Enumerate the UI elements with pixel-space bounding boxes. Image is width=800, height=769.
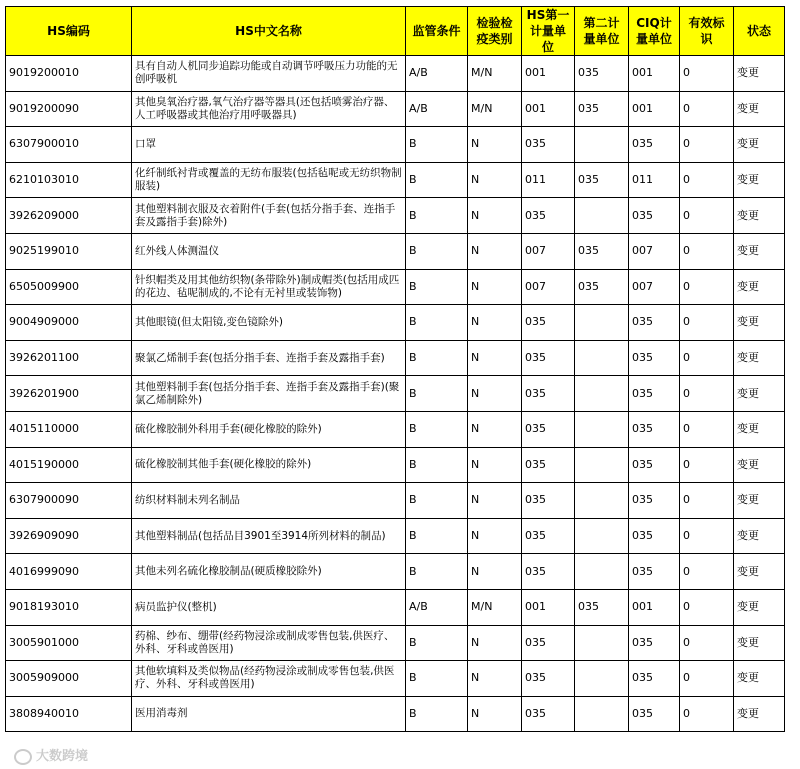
cell-ciq-unit: 001	[629, 56, 680, 92]
cell-second-unit	[575, 411, 629, 447]
cell-supervision-condition: B	[406, 269, 468, 305]
cell-status: 变更	[734, 198, 785, 234]
cell-hs-name: 其他塑料制衣服及衣着附件(手套(包括分指手套、连指手套及露指手套)除外)	[132, 198, 406, 234]
cell-ciq-unit: 001	[629, 91, 680, 127]
cell-first-unit: 035	[522, 661, 575, 697]
cell-hs-name: 硫化橡胶制其他手套(硬化橡胶的除外)	[132, 447, 406, 483]
cell-status: 变更	[734, 91, 785, 127]
cell-second-unit	[575, 198, 629, 234]
cell-valid-flag: 0	[680, 554, 734, 590]
cell-hs-name: 其他塑料制手套(包括分指手套、连指手套及露指手套)(聚氯乙烯制除外)	[132, 376, 406, 412]
cell-inspection-category: N	[468, 518, 522, 554]
cell-supervision-condition: B	[406, 376, 468, 412]
cell-valid-flag: 0	[680, 518, 734, 554]
cell-first-unit: 035	[522, 198, 575, 234]
cell-hs-code: 3005909000	[6, 661, 132, 697]
table-row	[6, 376, 785, 412]
table-body	[6, 56, 785, 732]
cell-second-unit	[575, 483, 629, 519]
cell-supervision-condition: A/B	[406, 589, 468, 625]
cell-inspection-category: N	[468, 447, 522, 483]
cell-first-unit: 035	[522, 127, 575, 163]
cell-hs-code: 4015190000	[6, 447, 132, 483]
cell-inspection-category: N	[468, 305, 522, 341]
cell-first-unit: 035	[522, 447, 575, 483]
cell-inspection-category: M/N	[468, 91, 522, 127]
cell-inspection-category: N	[468, 376, 522, 412]
cell-first-unit: 001	[522, 91, 575, 127]
cell-supervision-condition: B	[406, 340, 468, 376]
cell-hs-code: 9018193010	[6, 589, 132, 625]
cell-status: 变更	[734, 269, 785, 305]
table-row	[6, 661, 785, 697]
table-row	[6, 589, 785, 625]
cell-ciq-unit: 035	[629, 483, 680, 519]
cell-inspection-category: N	[468, 269, 522, 305]
cell-first-unit: 035	[522, 483, 575, 519]
cell-second-unit: 035	[575, 162, 629, 198]
table-row	[6, 127, 785, 163]
cell-hs-code: 4016999090	[6, 554, 132, 590]
cell-status: 变更	[734, 554, 785, 590]
column-header-first-unit: HS第一计量单位	[522, 7, 575, 56]
table-row	[6, 625, 785, 661]
cell-valid-flag: 0	[680, 483, 734, 519]
table-row	[6, 483, 785, 519]
cell-hs-code: 9019200010	[6, 56, 132, 92]
cell-valid-flag: 0	[680, 696, 734, 732]
cell-supervision-condition: B	[406, 661, 468, 697]
table-row	[6, 162, 785, 198]
cell-hs-name: 红外线人体测温仪	[132, 233, 406, 269]
cell-status: 变更	[734, 56, 785, 92]
cell-first-unit: 011	[522, 162, 575, 198]
cell-inspection-category: N	[468, 127, 522, 163]
cell-first-unit: 035	[522, 376, 575, 412]
cell-second-unit	[575, 376, 629, 412]
cell-ciq-unit: 035	[629, 305, 680, 341]
cell-hs-name: 其他臭氧治疗器,氧气治疗器等器具(还包括喷雾治疗器、人工呼吸器或其他治疗用呼吸器具)	[132, 91, 406, 127]
column-header-valid-flag: 有效标识	[680, 7, 734, 56]
cell-status: 变更	[734, 127, 785, 163]
cell-status: 变更	[734, 376, 785, 412]
cell-second-unit	[575, 305, 629, 341]
cell-second-unit	[575, 554, 629, 590]
cell-hs-name: 聚氯乙烯制手套(包括分指手套、连指手套及露指手套)	[132, 340, 406, 376]
cell-hs-name: 具有自动人机同步追踪功能或自动调节呼吸压力功能的无创呼吸机	[132, 56, 406, 92]
cell-ciq-unit: 035	[629, 198, 680, 234]
cell-hs-code: 4015110000	[6, 411, 132, 447]
cell-hs-name: 硫化橡胶制外科用手套(硬化橡胶的除外)	[132, 411, 406, 447]
cell-hs-name: 其他眼镜(但太阳镜,变色镜除外)	[132, 305, 406, 341]
cell-status: 变更	[734, 661, 785, 697]
cell-inspection-category: N	[468, 483, 522, 519]
cell-status: 变更	[734, 518, 785, 554]
cell-valid-flag: 0	[680, 198, 734, 234]
cell-valid-flag: 0	[680, 127, 734, 163]
cell-valid-flag: 0	[680, 269, 734, 305]
cell-first-unit: 001	[522, 56, 575, 92]
cell-status: 变更	[734, 589, 785, 625]
cell-hs-name: 针织帽类及用其他纺织物(条带除外)制成帽类(包括用成匹的花边、毡呢制成的,不论有无衬里或装饰物)	[132, 269, 406, 305]
table-row	[6, 554, 785, 590]
column-header-status: 状态	[734, 7, 785, 56]
cell-ciq-unit: 035	[629, 554, 680, 590]
cell-supervision-condition: B	[406, 127, 468, 163]
cell-inspection-category: N	[468, 198, 522, 234]
table-row	[6, 696, 785, 732]
cell-second-unit	[575, 696, 629, 732]
cell-valid-flag: 0	[680, 411, 734, 447]
table-row	[6, 198, 785, 234]
cell-hs-code: 3005901000	[6, 625, 132, 661]
cell-supervision-condition: B	[406, 447, 468, 483]
table-row	[6, 340, 785, 376]
cell-valid-flag: 0	[680, 589, 734, 625]
cell-hs-name: 其他未列名硫化橡胶制品(硬质橡胶除外)	[132, 554, 406, 590]
cell-hs-name: 病员监护仪(整机)	[132, 589, 406, 625]
cell-ciq-unit: 011	[629, 162, 680, 198]
cell-status: 变更	[734, 162, 785, 198]
cell-ciq-unit: 035	[629, 625, 680, 661]
cell-hs-name: 其他软填料及类似物品(经药物浸涂或制成零售包装,供医疗、外科、牙科或兽医用)	[132, 661, 406, 697]
header-row	[6, 7, 785, 56]
cell-supervision-condition: B	[406, 518, 468, 554]
cell-ciq-unit: 035	[629, 447, 680, 483]
cell-supervision-condition: A/B	[406, 56, 468, 92]
cell-first-unit: 035	[522, 411, 575, 447]
cell-first-unit: 035	[522, 696, 575, 732]
column-header-ciq-unit: CIQ计量单位	[629, 7, 680, 56]
cell-first-unit: 007	[522, 269, 575, 305]
table-row	[6, 233, 785, 269]
cell-inspection-category: N	[468, 340, 522, 376]
cell-hs-name: 口罩	[132, 127, 406, 163]
column-header-second-unit: 第二计量单位	[575, 7, 629, 56]
cell-hs-code: 6210103010	[6, 162, 132, 198]
cell-hs-code: 3926209000	[6, 198, 132, 234]
cell-hs-name: 纺织材料制未列名制品	[132, 483, 406, 519]
cell-second-unit	[575, 661, 629, 697]
cell-hs-name: 医用消毒剂	[132, 696, 406, 732]
cell-hs-code: 6307900090	[6, 483, 132, 519]
table-header	[6, 7, 785, 56]
cell-second-unit	[575, 625, 629, 661]
cell-first-unit: 035	[522, 554, 575, 590]
cell-supervision-condition: B	[406, 233, 468, 269]
table-row	[6, 411, 785, 447]
cell-status: 变更	[734, 696, 785, 732]
cell-ciq-unit: 035	[629, 376, 680, 412]
cell-ciq-unit: 035	[629, 127, 680, 163]
cell-inspection-category: N	[468, 554, 522, 590]
weibo-icon	[14, 749, 32, 765]
cell-supervision-condition: B	[406, 411, 468, 447]
cell-ciq-unit: 001	[629, 589, 680, 625]
cell-second-unit	[575, 447, 629, 483]
cell-inspection-category: M/N	[468, 56, 522, 92]
cell-inspection-category: N	[468, 661, 522, 697]
cell-status: 变更	[734, 233, 785, 269]
cell-valid-flag: 0	[680, 305, 734, 341]
cell-second-unit: 035	[575, 91, 629, 127]
cell-hs-code: 6307900010	[6, 127, 132, 163]
cell-valid-flag: 0	[680, 625, 734, 661]
table-row	[6, 305, 785, 341]
cell-inspection-category: N	[468, 625, 522, 661]
cell-valid-flag: 0	[680, 56, 734, 92]
cell-inspection-category: N	[468, 411, 522, 447]
cell-hs-code: 3808940010	[6, 696, 132, 732]
cell-status: 变更	[734, 447, 785, 483]
cell-first-unit: 007	[522, 233, 575, 269]
cell-first-unit: 035	[522, 305, 575, 341]
table-row	[6, 447, 785, 483]
cell-ciq-unit: 035	[629, 661, 680, 697]
cell-supervision-condition: B	[406, 162, 468, 198]
watermark	[14, 745, 88, 765]
cell-first-unit: 001	[522, 589, 575, 625]
cell-valid-flag: 0	[680, 661, 734, 697]
cell-ciq-unit: 007	[629, 269, 680, 305]
cell-ciq-unit: 035	[629, 696, 680, 732]
cell-valid-flag: 0	[680, 340, 734, 376]
cell-hs-code: 3926201900	[6, 376, 132, 412]
cell-inspection-category: N	[468, 233, 522, 269]
cell-first-unit: 035	[522, 625, 575, 661]
cell-ciq-unit: 035	[629, 518, 680, 554]
cell-valid-flag: 0	[680, 447, 734, 483]
cell-inspection-category: M/N	[468, 589, 522, 625]
cell-second-unit	[575, 127, 629, 163]
cell-hs-name: 化纤制纸衬背或覆盖的无纺布服装(包括毡呢或无纺织物制服装)	[132, 162, 406, 198]
cell-valid-flag: 0	[680, 91, 734, 127]
table-row	[6, 269, 785, 305]
cell-second-unit	[575, 518, 629, 554]
cell-second-unit: 035	[575, 233, 629, 269]
cell-hs-code: 3926201100	[6, 340, 132, 376]
cell-status: 变更	[734, 411, 785, 447]
cell-ciq-unit: 007	[629, 233, 680, 269]
cell-supervision-condition: B	[406, 305, 468, 341]
cell-ciq-unit: 035	[629, 411, 680, 447]
column-header-inspection-category: 检验检疫类别	[468, 7, 522, 56]
cell-hs-code: 3926909090	[6, 518, 132, 554]
cell-valid-flag: 0	[680, 233, 734, 269]
hs-code-table	[5, 6, 785, 732]
column-header-supervision-condition: 监管条件	[406, 7, 468, 56]
cell-second-unit: 035	[575, 56, 629, 92]
cell-valid-flag: 0	[680, 162, 734, 198]
cell-first-unit: 035	[522, 340, 575, 376]
cell-second-unit: 035	[575, 269, 629, 305]
cell-hs-code: 6505009900	[6, 269, 132, 305]
cell-inspection-category: N	[468, 162, 522, 198]
watermark-text: 大数跨境	[36, 749, 89, 764]
cell-second-unit	[575, 340, 629, 376]
table-row	[6, 518, 785, 554]
cell-status: 变更	[734, 340, 785, 376]
cell-supervision-condition: B	[406, 554, 468, 590]
column-header-hs-code: HS编码	[6, 7, 132, 56]
cell-supervision-condition: B	[406, 198, 468, 234]
column-header-hs-name: HS中文名称	[132, 7, 406, 56]
cell-hs-code: 9025199010	[6, 233, 132, 269]
cell-supervision-condition: A/B	[406, 91, 468, 127]
cell-valid-flag: 0	[680, 376, 734, 412]
cell-status: 变更	[734, 305, 785, 341]
cell-supervision-condition: B	[406, 696, 468, 732]
cell-hs-name: 其他塑料制品(包括品目3901至3914所列材料的制品)	[132, 518, 406, 554]
table-row	[6, 56, 785, 92]
cell-supervision-condition: B	[406, 483, 468, 519]
cell-status: 变更	[734, 483, 785, 519]
cell-inspection-category: N	[468, 696, 522, 732]
cell-status: 变更	[734, 625, 785, 661]
table-row	[6, 91, 785, 127]
cell-hs-name: 药棉、纱布、绷带(经药物浸涂或制成零售包装,供医疗、外科、牙科或兽医用)	[132, 625, 406, 661]
cell-ciq-unit: 035	[629, 340, 680, 376]
cell-hs-code: 9004909000	[6, 305, 132, 341]
cell-hs-code: 9019200090	[6, 91, 132, 127]
cell-supervision-condition: B	[406, 625, 468, 661]
cell-second-unit: 035	[575, 589, 629, 625]
cell-first-unit: 035	[522, 518, 575, 554]
